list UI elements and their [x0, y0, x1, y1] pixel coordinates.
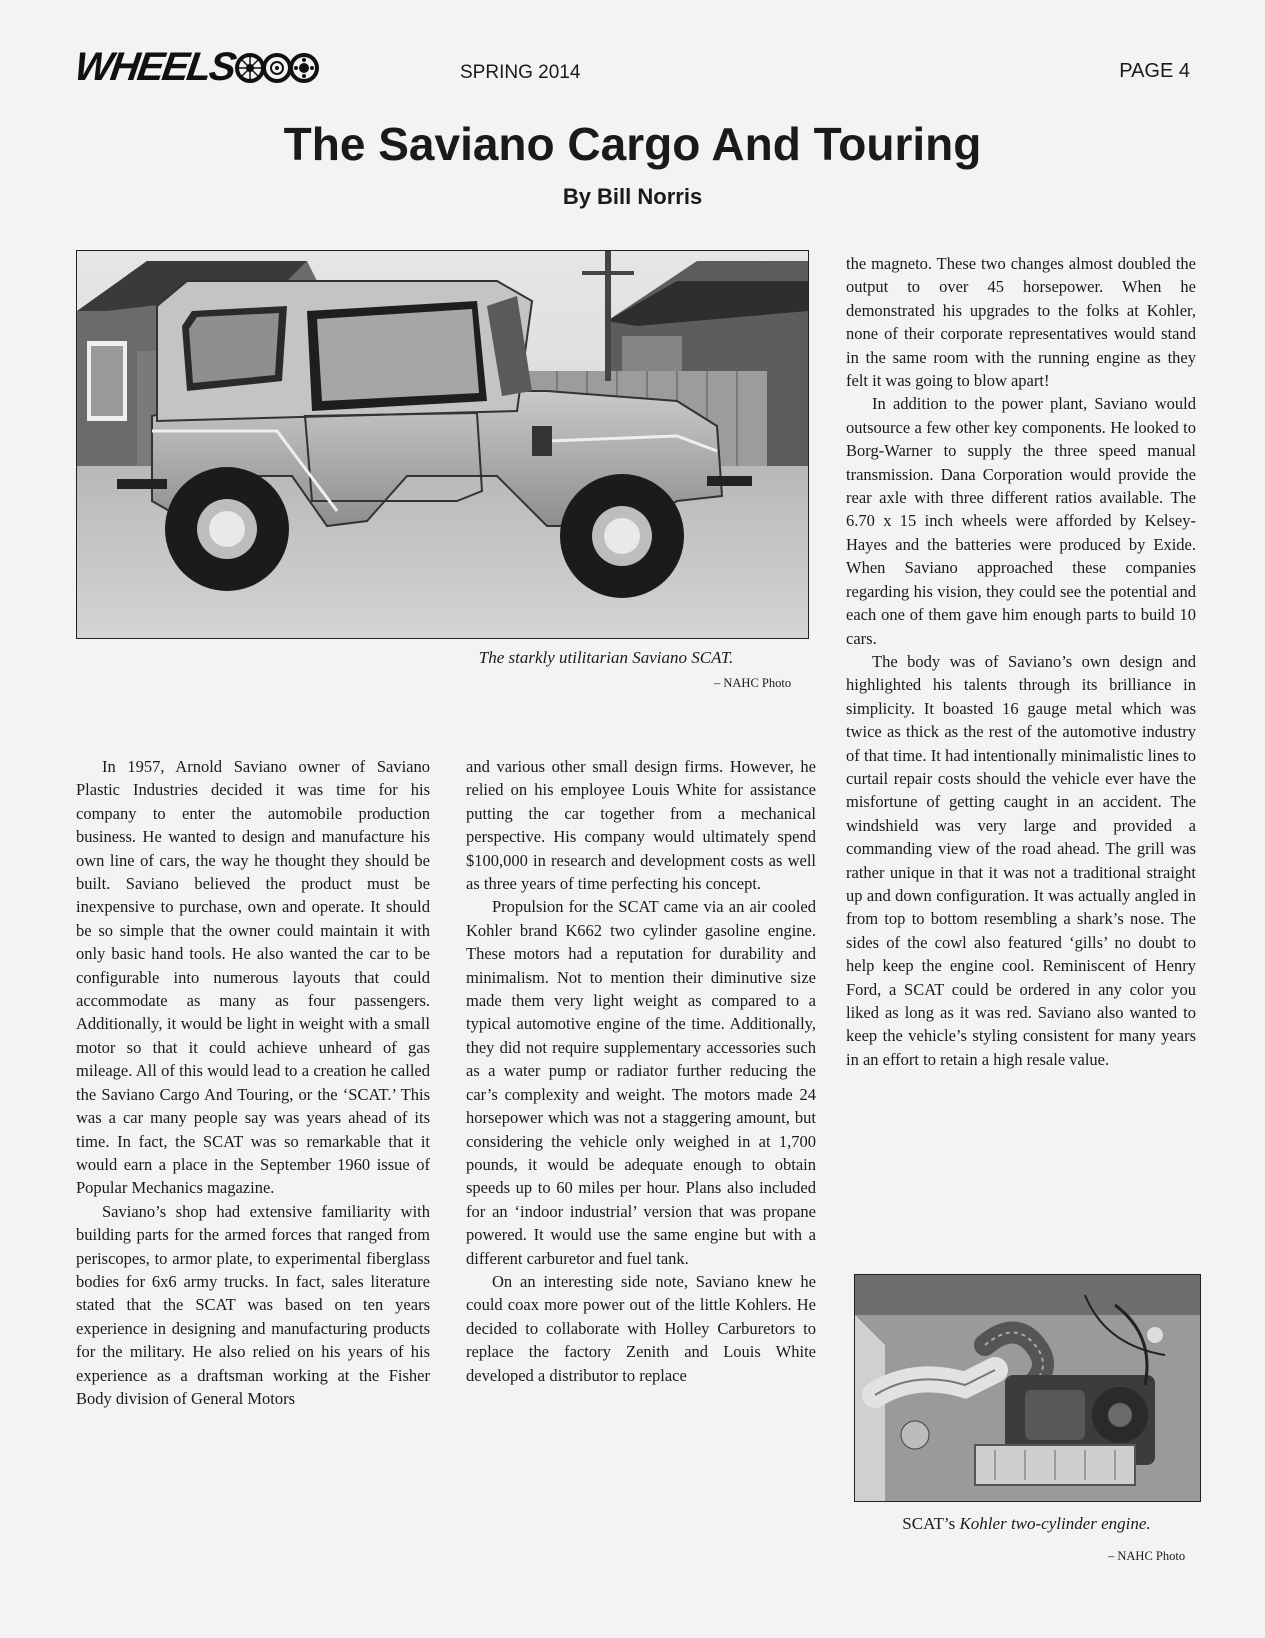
- article-column-3: [846, 252, 1196, 1071]
- article-title: The Saviano Cargo And Touring: [283, 118, 982, 170]
- paragraph: the magneto. These two changes almost doubled the output to over 45 horsepower. When he demonstrated his upgrades to the folks at Kohler, none of their corporate representatives would stand in the same room with the running engine as they felt it was going to blow apart!: [846, 254, 1196, 391]
- engine-caption: SCAT’s Kohler two-cylinder engine.: [902, 1514, 1151, 1533]
- issue-date: SPRING 2014: [460, 62, 581, 83]
- paragraph: Propulsion for the SCAT came via an air cooled Kohler brand K662 two cylinder gasoline engine. These motors had a reputation for durability and minimalism. Not to mention their diminutive size made them very light weight as compared to a typical automotive engine of the time. Additionally, they did not require supplementary accessories such as a water pump or radiator further reducing the car’s complexity and weight. The motors made 24 horsepower which was not a staggering amount, but considering the vehicle only weighed in at 1,700 pounds, it would be adequate enough to obtain speeds up to 60 miles per hour. Plans also included for an ‘indoor industrial’ version that was propane powered. It would use the same engine but with a different carburetor and fuel tank.: [466, 897, 816, 1268]
- paragraph: On an interesting side note, Saviano knew he could coax more power out of the little Kohlers. He decided to collaborate with Holley Carburetors to replace the factory Zenith and Louis White developed a distributor to replace: [466, 1271, 816, 1385]
- paragraph: and various other small design firms. However, he relied on his employee Louis White for assistance putting the car together from a mechanical perspective. His company would ultimately spend $100,000 in research and development costs as well as three years of time perfecting his concept.: [466, 757, 816, 894]
- logo-wordmark: WHEELS: [71, 45, 238, 89]
- engine-photo: [854, 1274, 1201, 1502]
- article-column-1: [76, 755, 430, 1410]
- wheels-logo-icon: [238, 53, 319, 83]
- scat-car-photo: [76, 250, 809, 639]
- masthead-logo: [71, 45, 319, 90]
- photo-credit: – NAHC Photo: [714, 676, 792, 690]
- page-number: PAGE 4: [1119, 60, 1190, 82]
- photo-caption: The starkly utilitarian Saviano SCAT.: [478, 648, 734, 667]
- article-column-2: [466, 755, 816, 1387]
- paragraph: In 1957, Arnold Saviano owner of Saviano Plastic Industries decided it was time for his company to enter the automobile production business. He wanted to design and manufacture his own line of cars, the way he thought they should be built. Saviano believed the product must be inexpensive to purchase, own and operate. It should be so simple that the owner could maintain it with only basic hand tools. He also wanted the car to be configurable into numerous layouts that could accommodate as many as four passengers. Additionally, it would be light in weight with a small motor so that it could achieve unheard of gas mileage. All of this would lead to a creation he called the Saviano Cargo And Touring, or the ‘SCAT.’ This was a car many people say was years ahead of its time. In fact, the SCAT was so remarkable that it would earn a place in the September 1960 issue of Popular Mechanics magazine.: [76, 757, 430, 1198]
- paragraph: Saviano’s shop had extensive familiarity with building parts for the armed forces that ranged from periscopes, to armor plate, to experimental fiberglass bodies for 6x6 army trucks. In fact, sales literature stated that the SCAT was based on ten years experience in designing and manufacturing products for the military. He also relied on his years of his experience as a draftsman working at the Fisher Body division of General Motors: [76, 1201, 430, 1408]
- paragraph: In addition to the power plant, Saviano would outsource a few other key components. He looked to Borg-Warner to supply the three speed manual transmission. Dana Corporation would provide the rear axle with three different ratios available. The 6.70 x 15 inch wheels were afforded by Kelsey-Hayes and the batteries were produced by Exide. When Saviano approached these companies regarding his vision, they could see the potential and each one of them gave him enough parts to build 10 cars.: [846, 394, 1196, 648]
- article-byline: By Bill Norris: [562, 184, 703, 209]
- engine-credit: – NAHC Photo: [1108, 1549, 1186, 1563]
- paragraph: The body was of Saviano’s own design and highlighted his talents through its brilliance in simplicity. It boasted 16 gauge metal which was twice as thick as the rest of the automotive industry of that time. It had intentionally minimalistic lines to curtail repair costs should the vehicle ever have the misfortune of getting caught in an accident. The windshield was very large and provided a commanding view of the road ahead. The grill was rather unique in that it was not a traditional straight up and down configuration. It was actually angled in from top to bottom resembling a shark’s nose. The sides of the cowl also featured ‘gills’ no doubt to help keep the engine cool. Reminiscent of Henry Ford, a SCAT could be ordered in any color you liked as long as it was red. Saviano also wanted to keep the vehicle’s styling consistent for many years in an effort to retain a high resale value.: [846, 651, 1196, 1069]
